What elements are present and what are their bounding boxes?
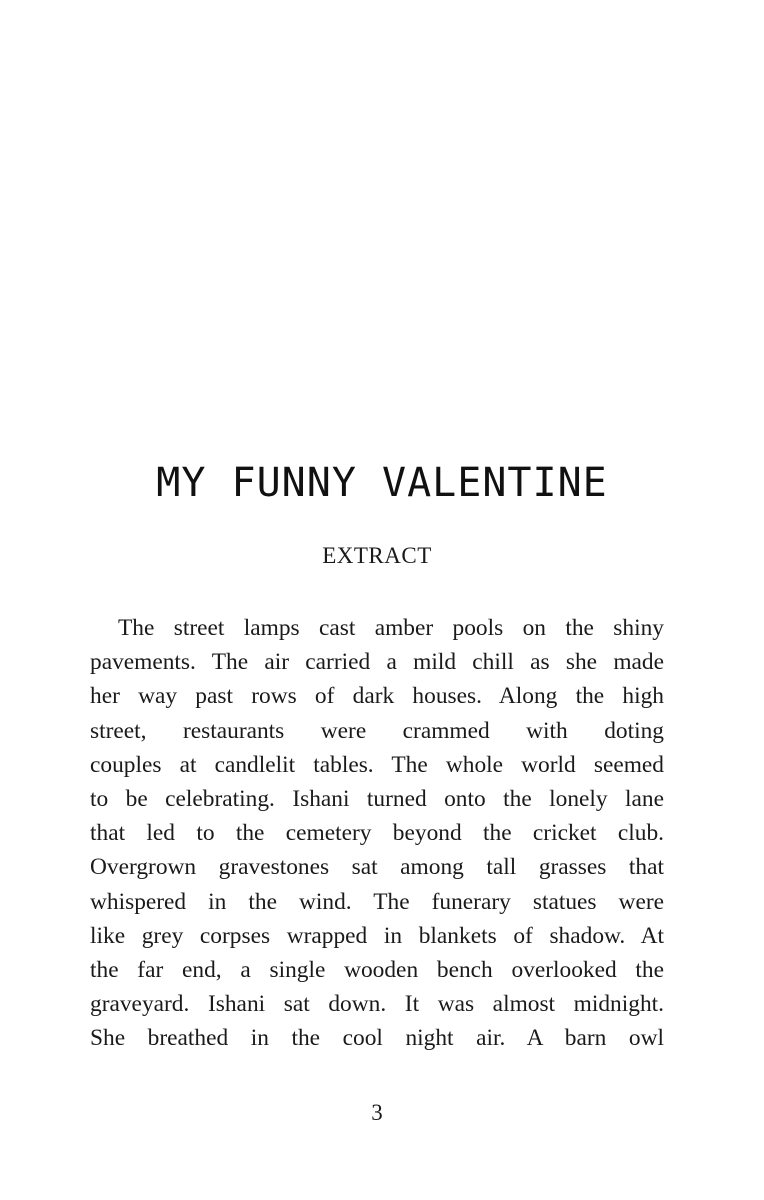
text-line: the far end, a single wooden bench overlooked the [90,957,664,984]
text-line: Overgrown gravestones sat among tall grasses that [90,854,664,881]
text-line: street, restaurants were crammed with doting [90,717,664,744]
page-number: 3 [371,1100,383,1125]
chapter-subtitle: EXTRACT [322,543,432,568]
text-line: She breathed in the cool night air. A barn owl [90,1025,664,1052]
chapter-title: MY FUNNY VALENTINE [156,460,608,506]
body-paragraph [90,611,664,1056]
text-line: The street lamps cast amber pools on the shiny [118,615,664,641]
text-line: graveyard. Ishani sat down. It was almost midnight. [90,991,664,1018]
text-line: couples at candlelit tables. The whole world seemed [90,751,664,778]
text-line: that led to the cemetery beyond the cricket club. [90,820,664,847]
text-line: to be celebrating. Ishani turned onto the lonely lane [90,786,664,813]
text-line: her way past rows of dark houses. Along the high [90,683,664,710]
text-line: whispered in the wind. The funerary statues were [90,888,664,915]
text-line: like grey corpses wrapped in blankets of shadow. At [90,922,664,949]
text-line: pavements. The air carried a mild chill as she made [90,649,664,676]
